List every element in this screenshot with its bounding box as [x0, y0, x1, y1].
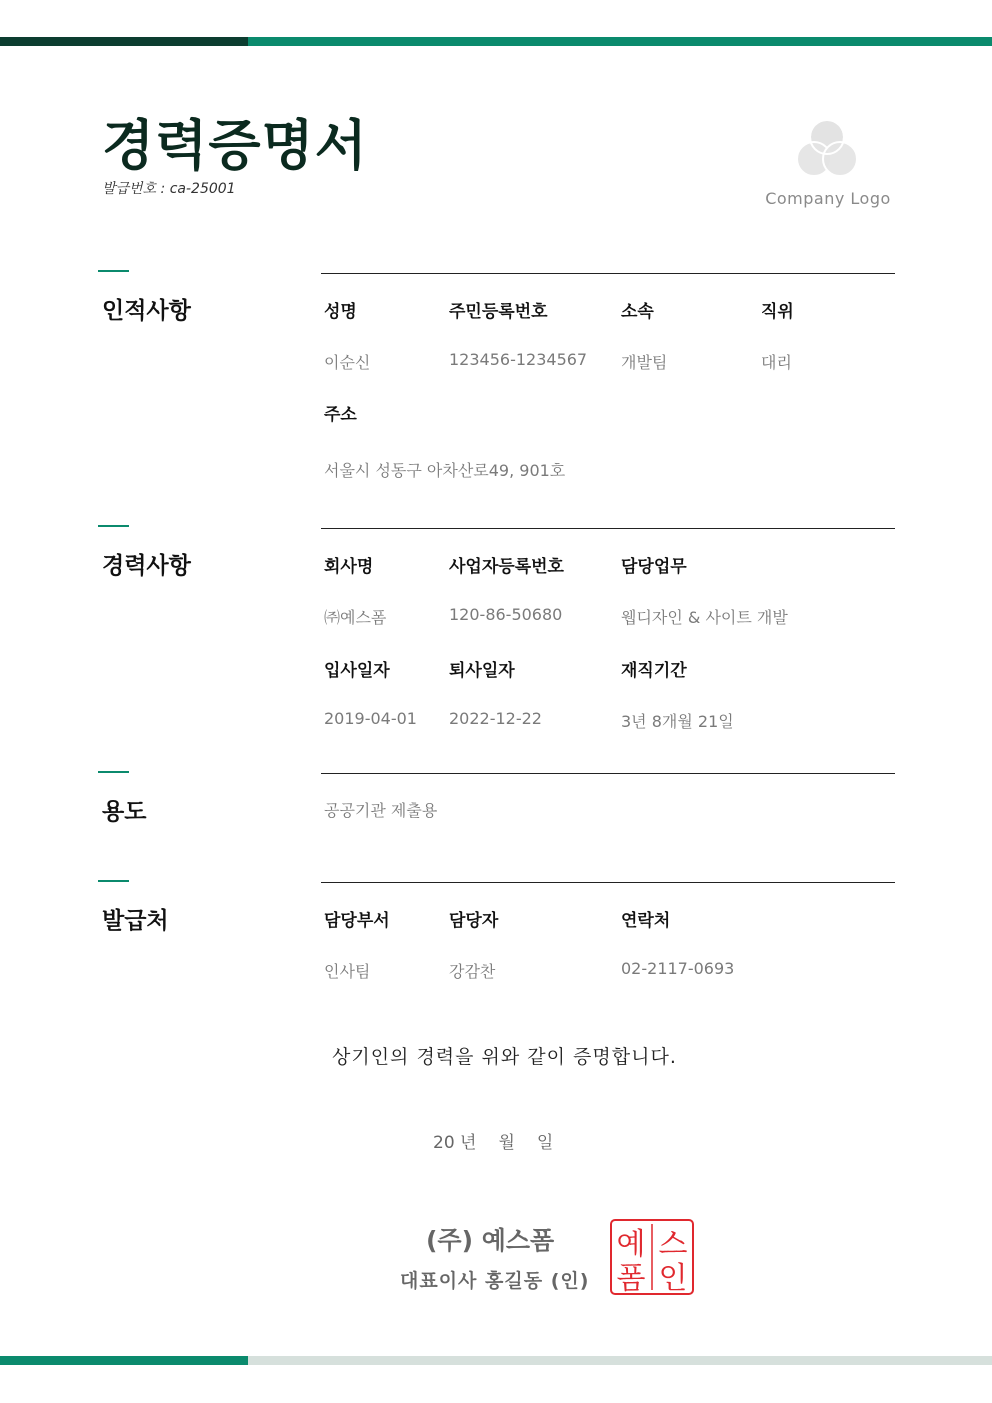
signature-ceo: 대표이사 홍길동 (인)	[400, 1270, 590, 1292]
section-rule	[321, 773, 895, 774]
issue-number: 발급번호 : ca-25001	[102, 181, 236, 197]
bottom-bar-green	[0, 1356, 248, 1365]
company-seal-stamp	[609, 1218, 695, 1296]
label-issuer-dept: 담당부서	[324, 911, 390, 931]
seal-char: 스	[658, 1227, 688, 1262]
signature-company: (주) 예스폼	[426, 1226, 555, 1255]
label-name: 성명	[324, 302, 357, 322]
value-issuer-dept: 인사팀	[324, 962, 371, 981]
section-accent	[98, 880, 129, 882]
value-tenure: 3년 8개월 21일	[621, 712, 734, 731]
label-tenure: 재직기간	[621, 661, 687, 681]
value-resident-no: 123456-1234567	[449, 350, 588, 369]
certification-statement: 상기인의 경력을 위와 같이 증명합니다.	[332, 1046, 677, 1068]
value-position: 대리	[761, 353, 792, 372]
value-department: 개발팀	[621, 353, 668, 372]
value-company: ㈜예스폼	[324, 608, 387, 627]
section-title-career: 경력사항	[102, 553, 191, 579]
label-resident-no: 주민등록번호	[449, 302, 548, 322]
section-accent	[98, 525, 129, 527]
section-title-purpose: 용도	[102, 799, 147, 825]
section-title-issuer: 발급처	[102, 908, 169, 934]
label-issuer-contact: 연락처	[621, 911, 671, 931]
value-business-no: 120-86-50680	[449, 605, 563, 624]
label-leave-date: 퇴사일자	[449, 661, 515, 681]
label-issuer-person: 담당자	[449, 911, 499, 931]
section-title-personal: 인적사항	[102, 298, 191, 324]
label-duty: 담당업무	[621, 557, 687, 577]
bottom-bar-light	[248, 1356, 992, 1365]
document-title: 경력증명서	[102, 114, 368, 177]
date-day: 일	[536, 1133, 554, 1153]
date-year: 20 년	[433, 1133, 477, 1153]
company-logo-icon	[794, 117, 860, 181]
label-position: 직위	[761, 302, 794, 322]
value-join-date: 2019-04-01	[324, 709, 417, 728]
seal-char: 인	[658, 1261, 688, 1296]
top-bar-dark	[0, 37, 248, 46]
label-department: 소속	[621, 302, 654, 322]
value-issuer-contact: 02-2117-0693	[621, 959, 735, 978]
value-issuer-person: 강감찬	[449, 962, 496, 981]
seal-char: 예	[616, 1227, 646, 1262]
seal-char: 폼	[616, 1261, 646, 1296]
date-month: 월	[498, 1133, 515, 1153]
value-purpose: 공공기관 제출용	[324, 801, 438, 820]
section-rule	[321, 882, 895, 883]
value-address: 서울시 성동구 아차산로49, 901호	[324, 461, 566, 480]
value-duty: 웹디자인 & 사이트 개발	[621, 608, 788, 627]
label-join-date: 입사일자	[324, 661, 390, 681]
section-rule	[321, 528, 895, 529]
label-company: 회사명	[324, 557, 374, 577]
value-name: 이순신	[324, 353, 371, 372]
value-leave-date: 2022-12-22	[449, 709, 542, 728]
section-accent	[98, 270, 129, 272]
section-accent	[98, 771, 129, 773]
label-business-no: 사업자등록번호	[449, 557, 564, 577]
label-address: 주소	[324, 405, 357, 425]
company-logo-text: Company Logo	[765, 189, 891, 208]
top-bar-green	[248, 37, 992, 46]
section-rule	[321, 273, 895, 274]
issue-date-line	[433, 1128, 575, 1153]
